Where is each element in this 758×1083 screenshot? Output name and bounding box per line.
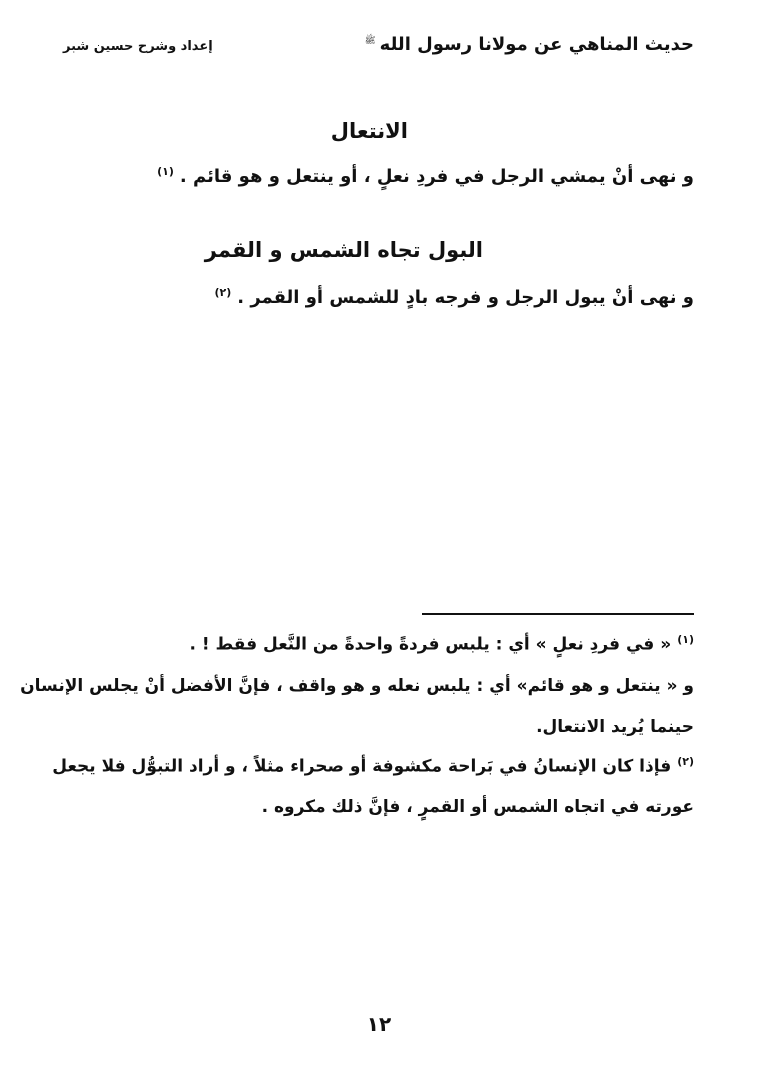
footnote-2-line-2: عورته في اتجاه الشمس أو القمرٍ ، فإنَّ ذلك مكروه . xyxy=(261,797,694,817)
section-text-urination xyxy=(214,286,694,308)
footnote-2-marker: (٢) xyxy=(677,755,694,768)
section-text-intial xyxy=(157,165,694,187)
section-heading-urination: البول تجاه الشمس و القمر xyxy=(204,238,483,262)
section-text-intial-body: و نهى أنْ يمشي الرجل في فردِ نعلٍ ، أو ينتعل و هو قائم . xyxy=(179,166,694,187)
footnote-2-line-1-text: فإذا كان الإنسانُ في بَراحة مكشوفة أو صحراء مثلاً ، و أراد التبوُّل فلا يجعل xyxy=(52,756,672,777)
footnote-ref-1[interactable]: (١) xyxy=(157,165,174,178)
running-header-title xyxy=(365,34,694,55)
running-header-author: إعداد وشرح حسين شبر xyxy=(63,39,213,54)
page-number: ١٢ xyxy=(366,1012,392,1036)
footnote-1-marker: (١) xyxy=(677,633,694,646)
footnote-1-line-1-text: « في فردِ نعلٍ » أي : يلبس فردةً واحدةً من النَّعل فقط ! . xyxy=(189,634,672,655)
section-text-urination-body: و نهى أنْ يبول الرجل و فرجه بادٍ للشمس أو القمر . xyxy=(237,287,694,308)
footnote-2-line-1 xyxy=(52,755,694,777)
footnote-1-line-3: حينما يُريد الانتعال. xyxy=(536,717,694,737)
footnote-ref-2[interactable]: (٢) xyxy=(214,286,232,299)
header-title-text: حديث المناهي عن مولانا رسول الله xyxy=(379,34,694,55)
footnote-1-line-1 xyxy=(189,633,694,655)
footnote-divider xyxy=(422,613,694,615)
section-heading-intial: الانتعال xyxy=(330,119,408,143)
footnote-1-line-2: و « ينتعل و هو قائم» أي : يلبس نعله و هو واقف ، فإنَّ الأفضل أنْ يجلس الإنسان xyxy=(20,676,694,696)
honorific-glyph: ﷺ xyxy=(364,36,376,46)
